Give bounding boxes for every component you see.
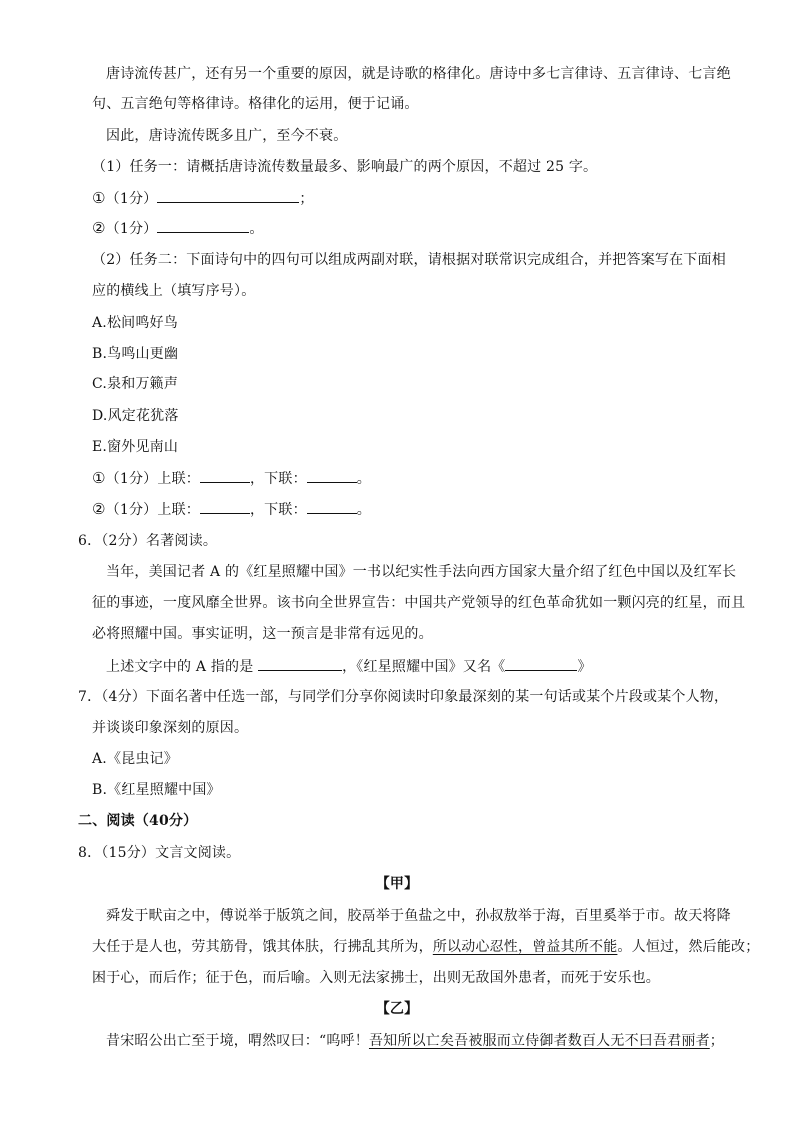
- passage-jia-line: 困于心，而后作；征于色，而后喻。入则无法家拂士，出则无敌国外患者，而死于安乐也。: [92, 970, 660, 986]
- q7-option-a: A.《昆虫记》: [92, 751, 178, 767]
- task2-answer-row-2: [92, 499, 371, 520]
- punctuation: 。: [356, 502, 371, 518]
- passage-yi-title: 【乙】: [375, 1001, 419, 1017]
- answer-blank[interactable]: [157, 188, 299, 203]
- q6-prompt-b: ，《红星照耀中国》又名《: [342, 659, 506, 675]
- passage-text: ；: [709, 1033, 724, 1049]
- q6-paragraph-line: 征的事迹，一度风靡全世界。该书向全世界宣告：中国共产党领导的红色革命犹如一颗闪亮的红星，而且: [92, 595, 746, 611]
- lower-couplet-label: ，下联：: [249, 502, 307, 518]
- task1-answer-row-2: [92, 218, 264, 239]
- task2-answer-row-1: [92, 468, 371, 489]
- passage-jia-line: [92, 937, 759, 957]
- circled-number: ②: [92, 500, 106, 518]
- lower-couplet-label: ，下联：: [249, 471, 307, 487]
- question-6-header: 6．（2分）名著阅读。: [78, 533, 218, 549]
- passage-text: 。人恒过，然后能改；: [617, 939, 760, 955]
- circled-number: ①: [92, 189, 106, 207]
- q6-fill-question: [106, 656, 592, 677]
- score-label: （1分）: [105, 471, 158, 487]
- punctuation: 。: [249, 221, 264, 237]
- upper-couplet-label: 上联：: [157, 471, 200, 487]
- q7-option-b: B.《红星照耀中国》: [92, 782, 221, 798]
- task1-answer-row-1: [92, 188, 314, 209]
- question-7-header-cont: 并谈谈印象深刻的原因。: [92, 720, 249, 736]
- intro-conclusion: 因此，唐诗流传既多且广，至今不衰。: [106, 128, 348, 144]
- lower-couplet-blank[interactable]: [307, 468, 357, 483]
- option-a: A.松间鸣好鸟: [92, 315, 178, 331]
- passage-text: 昔宋昭公出亡至于境，喟然叹曰：“呜呼！: [106, 1033, 369, 1049]
- upper-couplet-blank[interactable]: [200, 468, 250, 483]
- question-8-header: 8．（15分）文言文阅读。: [78, 845, 241, 861]
- answer-blank[interactable]: [157, 218, 249, 233]
- score-label: （1分）: [105, 191, 158, 207]
- option-c: C.泉和万籁声: [92, 376, 179, 392]
- lower-couplet-blank[interactable]: [307, 499, 357, 514]
- circled-number: ①: [92, 469, 106, 487]
- circled-number: ②: [92, 219, 106, 237]
- underlined-sentence: 所以动心忍性，曾益其所不能: [432, 939, 618, 955]
- task2-prompt-line: 应的横线上（填写序号）。: [92, 283, 256, 299]
- punctuation: ；: [299, 191, 314, 207]
- punctuation: 。: [356, 471, 371, 487]
- alt-title-blank[interactable]: [505, 656, 577, 671]
- passage-yi-line: [106, 1031, 724, 1051]
- score-label: （1分）: [105, 221, 158, 237]
- option-e: E.窗外见南山: [92, 439, 179, 455]
- passage-jia-line: 舜发于畎亩之中，傅说举于版筑之间，胶鬲举于鱼盐之中，孙叔敖举于海，百里奚举于市。故天将降: [106, 908, 731, 924]
- task2-prompt-line: （2）任务二：下面诗句中的四句可以组成两副对联，请根据对联常识完成组合，并把答案写在下面相: [92, 252, 726, 268]
- intro-paragraph-line: 唐诗流传甚广，还有另一个重要的原因，就是诗歌的格律化。唐诗中多七言律诗、五言律诗、七言绝: [106, 66, 731, 82]
- upper-couplet-label: 上联：: [157, 502, 200, 518]
- section-title: 二、阅读（40分）: [78, 813, 198, 829]
- option-b: B.鸟鸣山更幽: [92, 346, 179, 362]
- passage-jia-title: 【甲】: [375, 876, 419, 892]
- score-label: （1分）: [105, 502, 158, 518]
- q6-prompt-c: 》: [577, 659, 592, 675]
- q6-prompt-a: 上述文字中的 A 指的是: [106, 659, 254, 675]
- passage-text: 大任于是人也，劳其筋骨，饿其体肤，行拂乱其所为，: [92, 939, 433, 955]
- underlined-sentence: 吾知所以亡矣吾被服而立侍御者数百人无不曰吾君丽者: [368, 1033, 710, 1049]
- upper-couplet-blank[interactable]: [200, 499, 250, 514]
- q6-paragraph-line: 必将照耀中国。事实证明，这一预言是非常有远见的。: [92, 626, 433, 642]
- intro-paragraph-line: 句、五言绝句等格律诗。格律化的运用，便于记诵。: [92, 96, 419, 112]
- option-d: D.风定花犹落: [92, 408, 179, 424]
- author-blank[interactable]: [258, 656, 342, 671]
- q6-paragraph-line: 当年，美国记者 A 的《红星照耀中国》一书以纪实性手法向西方国家大量介绍了红色中国以及红军长: [106, 564, 737, 580]
- question-7-header: 7．（4分）下面名著中任选一部，与同学们分享你阅读时印象最深刻的某一句话或某个片段或某个人物，: [78, 689, 729, 705]
- task1-prompt: （1）任务一：请概括唐诗流传数量最多、影响最广的两个原因，不超过 25 字。: [92, 159, 598, 175]
